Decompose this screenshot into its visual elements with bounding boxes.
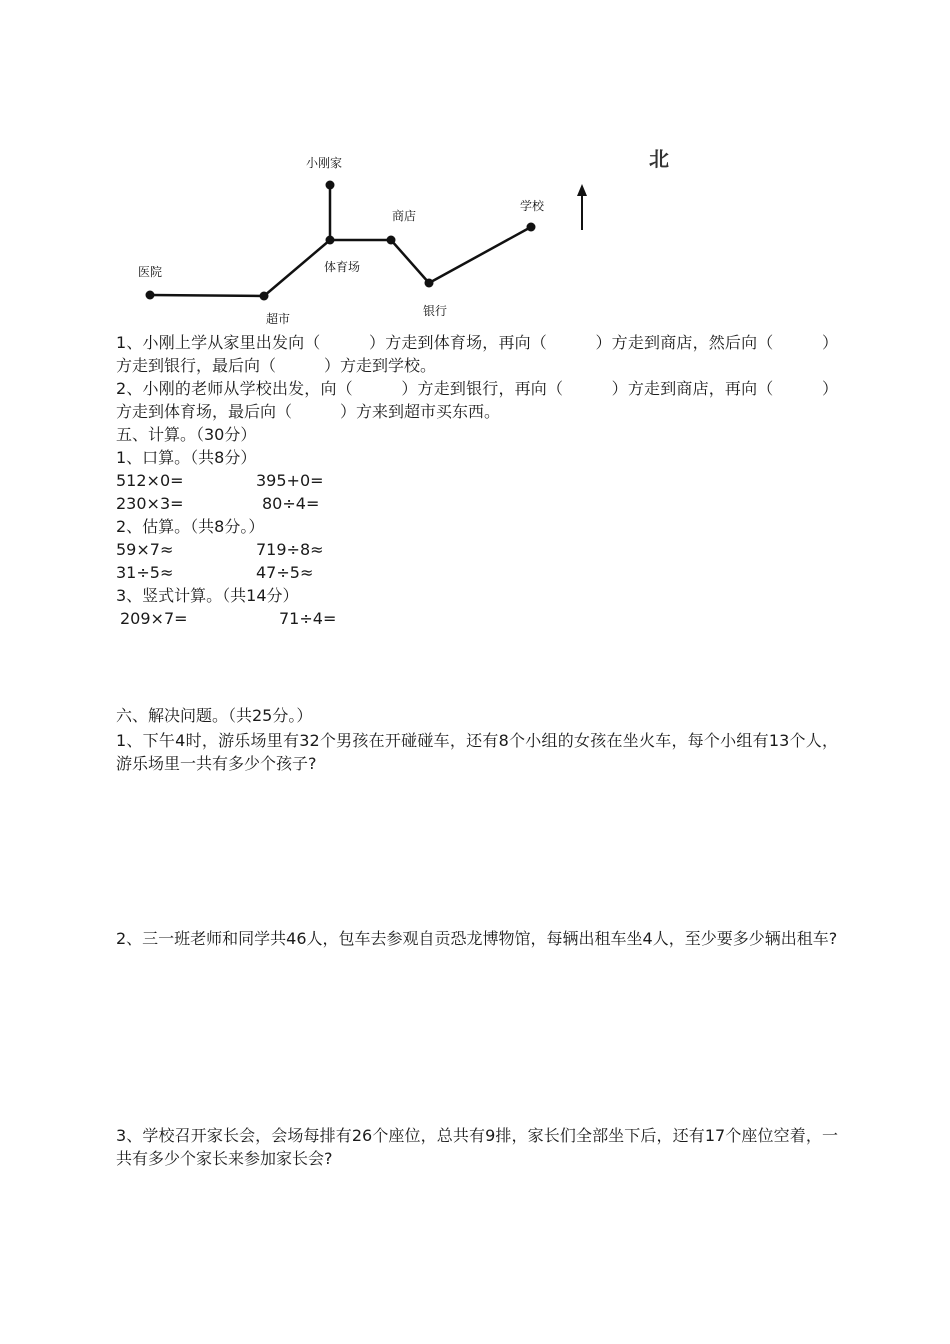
problem-1: 1、下午4时，游乐场里有32个男孩在开碰碰车，还有8个小组的女孩在坐火车，每个小组有13个人，游乐场里一共有多少个孩子? — [116, 731, 838, 773]
estimate-item: 59×7≈ — [116, 540, 174, 559]
route-map — [0, 0, 950, 335]
label-school: 学校 — [520, 199, 545, 213]
map-question-1: 1、小刚上学从家里出发向（ ）方走到体育场，再向（ ）方走到商店，然后向（ ）方走到银行，最后向（ ）方走到学校。 — [116, 333, 838, 375]
calc-item: 512×0= — [116, 471, 184, 490]
calc-item: 230×3= — [116, 494, 184, 513]
point-shop — [387, 236, 396, 245]
section5-part1-title: 1、口算。（共8分） — [116, 448, 257, 467]
estimate-item: 47÷5≈ — [256, 563, 314, 582]
label-bank: 银行 — [423, 304, 448, 318]
north-label: 北 — [649, 147, 669, 171]
section5-part2-title: 2、估算。（共8分。） — [116, 517, 265, 536]
label-supermarket: 超市 — [266, 312, 291, 326]
north-arrow-icon — [577, 184, 587, 230]
point-supermarket — [260, 292, 269, 301]
point-stadium — [326, 236, 335, 245]
calc-item: 395+0= — [256, 471, 324, 490]
point-bank — [425, 279, 434, 288]
route-shop-bank — [391, 240, 429, 283]
section5-title: 五、计算。（30分） — [116, 425, 257, 444]
map-question-2: 2、小刚的老师从学校出发，向（ ）方走到银行，再向（ ）方走到商店，再向（ ）方走到体育场，最后向（ ）方来到超市买东西。 — [116, 379, 838, 421]
estimate-item: 719÷8≈ — [256, 540, 324, 559]
problem-2: 2、三一班老师和同学共46人，包车去参观自贡恐龙博物馆，每辆出租车坐4人，至少要多少辆出租车? — [116, 929, 838, 948]
estimate-item: 31÷5≈ — [116, 563, 174, 582]
label-home: 小刚家 — [306, 156, 343, 170]
route-supermarket-stadium — [264, 240, 330, 296]
problem-3: 3、学校召开家长会，会场每排有26个座位，总共有9排，家长们全部坐下后，还有17个座位空着，一共有多少个家长来参加家长会? — [116, 1126, 838, 1168]
calc-item: 80÷4= — [262, 494, 320, 513]
label-shop: 商店 — [392, 209, 417, 223]
route-bank-school — [429, 227, 531, 283]
route-hospital-supermarket — [150, 295, 264, 296]
point-home — [326, 181, 335, 190]
label-hospital: 医院 — [138, 265, 163, 279]
section6-title: 六、解决问题。（共25分。） — [116, 706, 313, 725]
vertical-calc-item: 209×7= — [120, 609, 188, 628]
vertical-calc-item: 71÷4= — [279, 609, 337, 628]
point-school — [527, 223, 536, 232]
point-hospital — [146, 291, 155, 300]
label-stadium: 体育场 — [324, 260, 361, 274]
section5-part3-title: 3、竖式计算。（共14分） — [116, 586, 299, 605]
